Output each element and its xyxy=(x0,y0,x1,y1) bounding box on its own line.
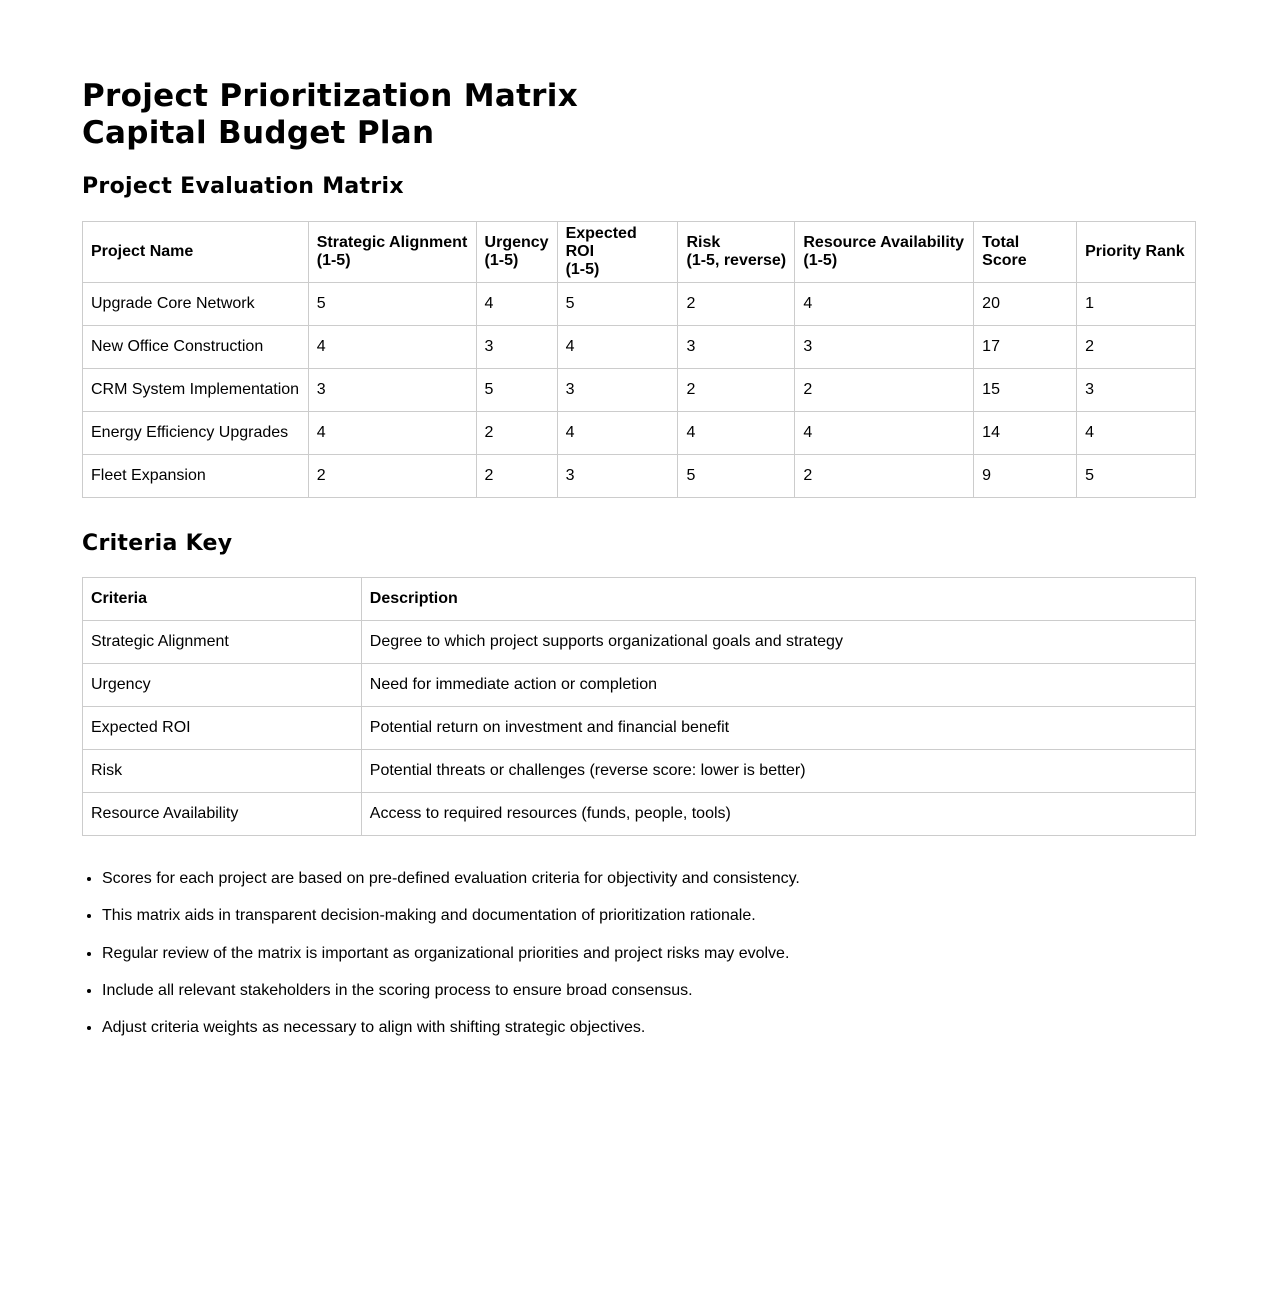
table-row xyxy=(83,283,1196,326)
strategic-alignment-cell: 4 xyxy=(308,412,476,455)
project-name-cell: CRM System Implementation xyxy=(83,369,309,412)
strategic-alignment-cell: 5 xyxy=(308,283,476,326)
resource-availability-cell: 4 xyxy=(795,283,974,326)
table-row xyxy=(83,707,1196,750)
total-score-cell: 20 xyxy=(974,283,1077,326)
total-score-cell: 9 xyxy=(974,455,1077,498)
strategic-alignment-cell: 2 xyxy=(308,455,476,498)
criteria-description-cell: Need for immediate action or completion xyxy=(361,664,1195,707)
risk-cell: 2 xyxy=(678,283,795,326)
project-name-cell: Fleet Expansion xyxy=(83,455,309,498)
project-name-cell: Upgrade Core Network xyxy=(83,283,309,326)
project-name-cell: Energy Efficiency Upgrades xyxy=(83,412,309,455)
column-header-risk xyxy=(678,222,795,283)
page-title xyxy=(82,78,1196,152)
column-header-label: Risk xyxy=(686,234,721,251)
evaluation-matrix-table xyxy=(82,221,1196,498)
table-row xyxy=(83,664,1196,707)
expected-roi-cell: 4 xyxy=(557,326,678,369)
priority-rank-cell: 5 xyxy=(1077,455,1196,498)
expected-roi-cell: 5 xyxy=(557,283,678,326)
total-score-cell: 14 xyxy=(974,412,1077,455)
urgency-cell: 2 xyxy=(476,412,557,455)
criteria-description-cell: Potential threats or challenges (reverse score: lower is better) xyxy=(361,750,1195,793)
column-header-expected-roi xyxy=(557,222,678,283)
column-header-label: Strategic Alignment xyxy=(316,234,468,251)
strategic-alignment-cell: 3 xyxy=(308,369,476,412)
priority-rank-cell: 4 xyxy=(1077,412,1196,455)
column-header-sublabel: (1-5) xyxy=(316,252,351,269)
total-score-cell: 17 xyxy=(974,326,1077,369)
project-name-cell: New Office Construction xyxy=(83,326,309,369)
column-header-label: Resource Availability xyxy=(803,234,965,251)
page-title-line-2: Capital Budget Plan xyxy=(82,115,435,151)
criteria-name-cell: Risk xyxy=(83,750,362,793)
urgency-cell: 3 xyxy=(476,326,557,369)
criteria-name-cell: Expected ROI xyxy=(83,707,362,750)
resource-availability-cell: 2 xyxy=(795,369,974,412)
strategic-alignment-cell: 4 xyxy=(308,326,476,369)
criteria-name-cell: Urgency xyxy=(83,664,362,707)
priority-rank-cell: 3 xyxy=(1077,369,1196,412)
list-item: • Adjust criteria weights as necessary to align with shifting strategic objectives. xyxy=(102,1018,1196,1038)
resource-availability-cell: 2 xyxy=(795,455,974,498)
risk-cell: 5 xyxy=(678,455,795,498)
risk-cell: 3 xyxy=(678,326,795,369)
table-row xyxy=(83,326,1196,369)
risk-cell: 4 xyxy=(678,412,795,455)
page-title-line-1: Project Prioritization Matrix xyxy=(82,78,578,114)
criteria-key-heading: Criteria Key xyxy=(82,531,233,556)
list-item: • Scores for each project are based on pre-defined evaluation criteria for objectivity and consistency. xyxy=(102,869,1196,889)
criteria-description-cell: Potential return on investment and financial benefit xyxy=(361,707,1195,750)
urgency-cell: 4 xyxy=(476,283,557,326)
priority-rank-cell: 1 xyxy=(1077,283,1196,326)
table-row xyxy=(83,455,1196,498)
criteria-description-cell: Degree to which project supports organizational goals and strategy xyxy=(361,621,1195,664)
urgency-cell: 5 xyxy=(476,369,557,412)
resource-availability-cell: 3 xyxy=(795,326,974,369)
risk-cell: 2 xyxy=(678,369,795,412)
column-header-priority-rank xyxy=(1077,222,1196,283)
notes-list xyxy=(82,869,1196,1038)
column-header-total-score xyxy=(974,222,1077,283)
table-row xyxy=(83,621,1196,664)
table-row xyxy=(83,369,1196,412)
criteria-header-row xyxy=(83,578,1196,621)
list-item: • Include all relevant stakeholders in the scoring process to ensure broad consensus. xyxy=(102,981,1196,1001)
column-header-sublabel: (1-5) xyxy=(565,261,600,278)
criteria-description-cell: Access to required resources (funds, people, tools) xyxy=(361,793,1195,836)
resource-availability-cell: 4 xyxy=(795,412,974,455)
column-header-sublabel: (1-5, reverse) xyxy=(686,252,787,269)
list-item: • This matrix aids in transparent decision-making and documentation of prioritization rationale. xyxy=(102,906,1196,926)
total-score-cell: 15 xyxy=(974,369,1077,412)
priority-rank-cell: 2 xyxy=(1077,326,1196,369)
column-header-strategic-alignment xyxy=(308,222,476,283)
list-item: • Regular review of the matrix is important as organizational priorities and project risks may evolve. xyxy=(102,944,1196,964)
criteria-name-cell: Resource Availability xyxy=(83,793,362,836)
table-row xyxy=(83,750,1196,793)
column-header-sublabel: (1-5) xyxy=(803,252,838,269)
column-header-urgency xyxy=(476,222,557,283)
column-header-description: Description xyxy=(361,578,1195,621)
urgency-cell: 2 xyxy=(476,455,557,498)
criteria-key-table xyxy=(82,577,1196,836)
column-header-resource-availability xyxy=(795,222,974,283)
table-row xyxy=(83,412,1196,455)
expected-roi-cell: 4 xyxy=(557,412,678,455)
expected-roi-cell: 3 xyxy=(557,455,678,498)
column-header-label: Total Score xyxy=(982,234,1027,269)
table-row xyxy=(83,793,1196,836)
column-header-project-name xyxy=(83,222,309,283)
column-header-label: Expected ROI xyxy=(565,225,637,260)
column-header-criteria: Criteria xyxy=(83,578,362,621)
column-header-sublabel: (1-5) xyxy=(484,252,519,269)
criteria-name-cell: Strategic Alignment xyxy=(83,621,362,664)
column-header-label: Project Name xyxy=(91,243,194,260)
column-header-label: Urgency xyxy=(484,234,549,251)
evaluation-header-row xyxy=(83,222,1196,283)
evaluation-matrix-heading: Project Evaluation Matrix xyxy=(82,174,404,199)
column-header-label: Priority Rank xyxy=(1085,243,1185,260)
expected-roi-cell: 3 xyxy=(557,369,678,412)
